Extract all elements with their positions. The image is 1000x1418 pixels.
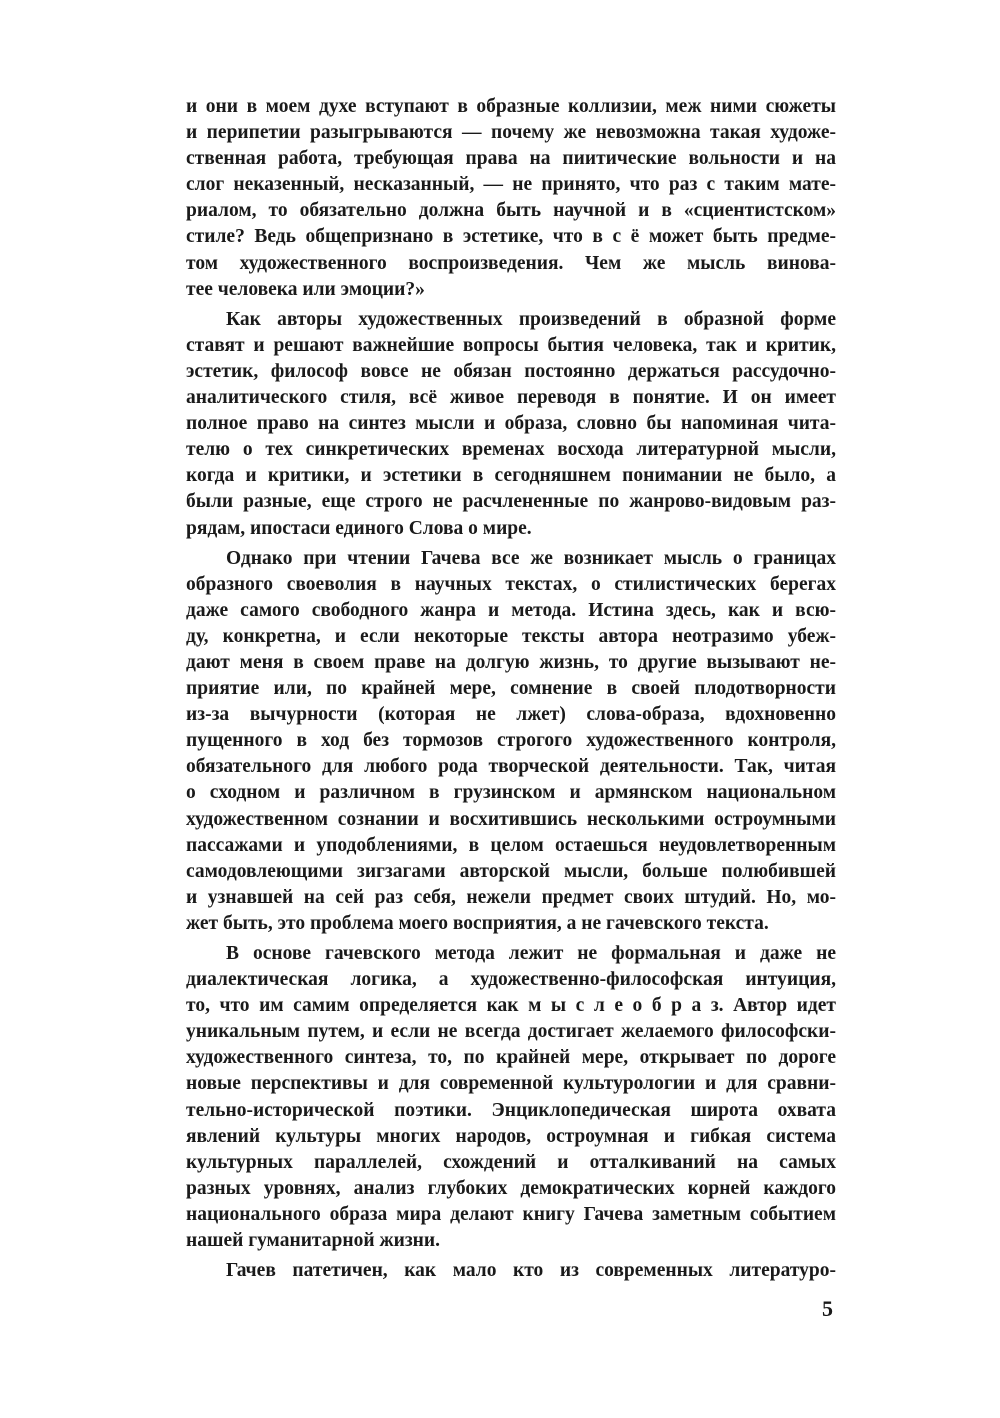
- text-line: пассажами и уподоблениями, в целом остаешься неудовлетворенным: [186, 834, 836, 856]
- text-line: риалом, то обязательно должна быть научной и в «сциентистском»: [186, 200, 836, 222]
- text-line: эстетик, философ вовсе не обязан постоянно держаться рассудочно-: [186, 360, 836, 382]
- page-number: 5: [822, 1296, 833, 1321]
- text-line: стиле? Ведь общепризнано в эстетике, что в с ё может быть предме-: [186, 226, 836, 248]
- text-line: телю о тех синкретических временах восхода литературной мысли,: [186, 439, 836, 461]
- text-line: аналитического стиля, всё живое переводя в понятие. И он имеет: [186, 387, 836, 409]
- text-line: явлений культуры многих народов, остроумная и гибкая система: [186, 1125, 836, 1147]
- text-line: художественном сознании и восхитившись несколькими остроумными: [186, 808, 836, 830]
- text-line: культурных параллелей, схождений и отталкиваний на самых: [186, 1151, 836, 1173]
- text-line: Как авторы художественных произведений в образной форме: [226, 308, 836, 330]
- text-line: том художественного воспроизведения. Чем же мысль винова-: [186, 252, 836, 274]
- text-line: из-за вычурности (которая не лжет) слова-образа, вдохновенно: [186, 704, 836, 726]
- text-line: слог неказенный, несказанный, — не принято, что раз с таким мате-: [186, 174, 836, 196]
- text-line: полное право на синтез мысли и образа, словно бы напоминая чита-: [186, 413, 836, 435]
- text-line: когда и критики, и эстетики в сегодняшнем понимании не было, а: [186, 465, 836, 487]
- text-line: диалектическая логика, а художественно-философская интуиция,: [186, 969, 836, 991]
- text-line: новые перспективы и для современной культурологии и для сравни-: [186, 1073, 836, 1095]
- text-line: обязательного для любого рода творческой деятельности. Так, читая: [186, 756, 836, 778]
- text-line: о сходном и различном в грузинском и армянском национальном: [186, 782, 836, 804]
- text-line: даже самого свободного жанра и метода. Истина здесь, как и всю-: [186, 599, 836, 621]
- paragraph-1: [186, 94, 836, 303]
- text-line: уникальным путем, и если не всегда достигает желаемого философски-: [186, 1021, 836, 1043]
- text-line: самодовлеющими зигзагами авторской мысли, больше полюбившей: [186, 860, 836, 882]
- text-line: художественного синтеза, то, по крайней мере, открывает по дороге: [186, 1047, 836, 1069]
- text-line: рядам, ипостаси единого Слова о мире.: [186, 517, 532, 539]
- text-line: дают меня в своем праве на долгую жизнь, то другие вызывают не-: [186, 651, 836, 673]
- text-line: Гачев патетичен, как мало кто из современных литературо-: [226, 1260, 836, 1282]
- text-line: национального образа мира делают книгу Гачева заметным событием: [186, 1203, 836, 1225]
- text-line: и узнавшей на сей раз себя, нежели предмет своих штудий. Но, мо-: [186, 886, 836, 908]
- text-line: жет быть, это проблема моего восприятия, а не гачевского текста.: [186, 912, 769, 934]
- text-line: ставят и решают важнейшие вопросы бытия человека, так и критик,: [186, 334, 836, 356]
- paragraph-2: [186, 307, 836, 542]
- text-line: ственная работа, требующая права на пиитические вольности и на: [186, 148, 836, 170]
- text-line: В основе гачевского метода лежит не формальная и даже не: [226, 943, 836, 964]
- text-line: то, что им самим определяется как м ы с л е о б р а з. Автор идет: [186, 995, 836, 1017]
- text-line: приятие или, по крайней мере, сомнение в своей плодотворности: [186, 678, 836, 700]
- text-line: и перипетии разыгрываются — почему же невозможна такая художе-: [186, 122, 836, 144]
- text-line: Однако при чтении Гачева все же возникает мысль о границах: [226, 547, 836, 569]
- text-line: пущенного в ход без тормозов строгого художественного контроля,: [186, 730, 836, 752]
- text-line: образного своеволия в научных текстах, о стилистических берегах: [186, 573, 836, 595]
- text-line: тее человека или эмоции?»: [186, 278, 425, 300]
- text-line: и они в моем духе вступают в образные коллизии, меж ними сюжеты: [186, 96, 836, 117]
- text-line: ду, конкретна, и если некоторые тексты автора неотразимо убеж-: [186, 625, 836, 647]
- text-line: были разные, еще строго не расчлененные по жанрово-видовым раз-: [186, 491, 836, 513]
- text-line: нашей гуманитарной жизни.: [186, 1230, 440, 1252]
- text-line: тельно-исторической поэтики. Энциклопедическая широта охвата: [186, 1099, 836, 1121]
- body-text: [186, 94, 836, 1284]
- paragraph-3: [186, 546, 836, 937]
- paragraph-5: [186, 1258, 836, 1284]
- paragraph-4: [186, 941, 836, 1254]
- text-line: разных уровнях, анализ глубоких демократических корней каждого: [186, 1177, 836, 1199]
